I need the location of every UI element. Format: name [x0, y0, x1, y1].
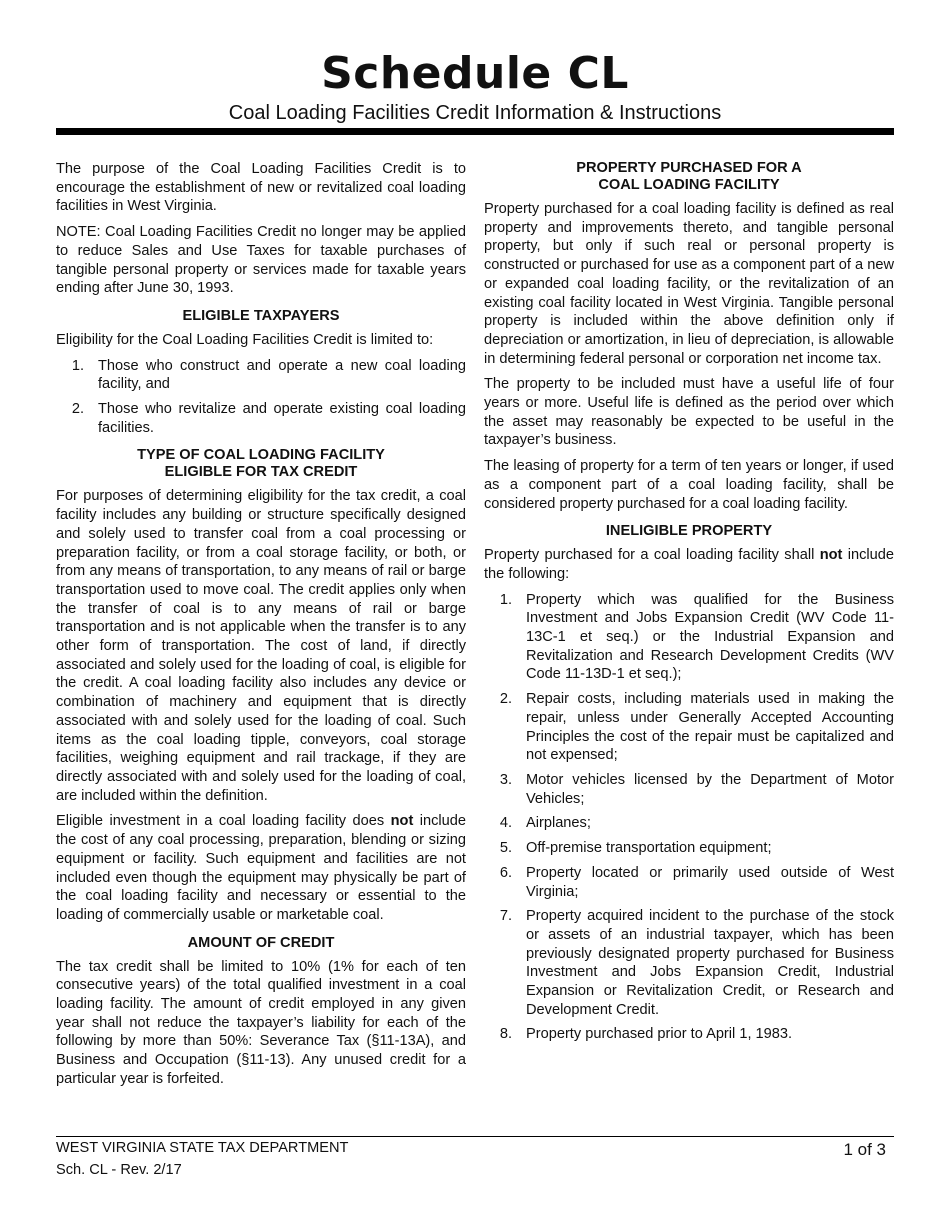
list-item [484, 839, 894, 858]
note-paragraph: NOTE: Coal Loading Facilities Credit no longer may be applied to reduce Sales and Use Taxes for taxable purchases of tangible personal property or services made for taxable years ending after June 30, 1993. [56, 224, 466, 297]
list-text: Motor vehicles licensed by the Department of Motor Vehicles; [526, 771, 894, 807]
footer-agency: WEST VIRGINIA STATE TAX DEPARTMENT [56, 1140, 349, 1156]
list-item [56, 400, 466, 437]
facility-type-heading [56, 447, 466, 481]
useful-life-paragraph: The property to be included must have a useful life of four years or more. Useful life is defined as the period over which the asset may reasonably be expected to be useful in the taxpayer’s business. [484, 376, 894, 449]
list-number: 1. [499, 591, 512, 608]
list-text: Off-premise transportation equipment; [526, 840, 772, 857]
ineligible-intro [484, 546, 894, 583]
investment-emphasis: not [390, 813, 414, 830]
ineligible-property-heading: INELIGIBLE PROPERTY [605, 523, 773, 540]
list-item [484, 771, 894, 808]
list-text: Those who construct and operate a new coal loading facility, and [98, 357, 466, 393]
facility-type-paragraph: For purposes of determining eligibility for the tax credit, a coal facility includes any building or structure specifically designed and solely used to transfer coal from a coal processing or preparation facility, or from a coal storage facility, or both, or from any means of transportation, to any means of rail or barge transportation used to move coal. The credit applies only when the transfer of coal is to any means of rail or barge transportation and is not applicable when the transfer is to any other form of transportation. The cost of land, if directly associated and solely used for the loading of coal, is eligible for the credit. A coal loading facility also includes any device or combination of machinery and equipment that is directly associated with and solely used for the loading of coal. Such items as the coal loading tipple, conveyors, coal storage facilities, weighing equipment and rail trackage, if they are directly associated with and solely used for the loading of coal, are included within the definition. [56, 488, 466, 804]
list-item [484, 907, 894, 1019]
eligible-investment-paragraph [56, 812, 466, 924]
list-text: Property located or primarily used outside of West Virginia; [526, 864, 894, 900]
page-subtitle: Coal Loading Facilities Credit Information & Instructions [228, 102, 722, 124]
ineligible-list [484, 591, 894, 1044]
list-number: 1. [71, 357, 84, 374]
list-number: 8. [499, 1026, 512, 1043]
list-number: 3. [499, 771, 512, 788]
ineligible-text-pre: Property purchased for a coal loading facility shall [484, 547, 820, 564]
leasing-paragraph: The leasing of property for a term of ten years or longer, if used as a component part of a coal loading facility, shall be considered property purchased for a coal loading facility. [484, 458, 894, 512]
investment-text-pre: Eligible investment in a coal loading facility does [56, 813, 391, 830]
amount-of-credit-heading: AMOUNT OF CREDIT [187, 934, 335, 951]
list-number: 6. [499, 864, 512, 881]
list-number: 4. [499, 815, 512, 832]
list-item [484, 1025, 894, 1044]
eligible-taxpayers-heading: ELIGIBLE TAXPAYERS [182, 307, 340, 324]
list-item [56, 357, 466, 394]
list-number: 2. [71, 401, 84, 418]
eligible-intro: Eligibility for the Coal Loading Facilities Credit is limited to: [56, 331, 434, 348]
footer-revision: Sch. CL - Rev. 2/17 [56, 1162, 182, 1178]
page-number: 1 of 3 [843, 1140, 886, 1159]
header-rule [56, 128, 894, 135]
eligible-list [56, 357, 466, 438]
page-title: Schedule CL [321, 48, 629, 99]
right-column [484, 160, 894, 1051]
left-column [56, 160, 466, 1096]
list-item [484, 814, 894, 833]
footer-left [56, 1137, 348, 1181]
list-item [484, 591, 894, 685]
property-purchased-heading [484, 160, 894, 194]
list-text: Airplanes; [526, 815, 591, 832]
list-number: 5. [499, 840, 512, 857]
list-item [484, 690, 894, 765]
list-text: Those who revitalize and operate existing coal loading facilities. [98, 401, 466, 436]
document-header [56, 48, 894, 126]
list-text: Property acquired incident to the purchase of the stock or assets of an industrial taxpayer, which has been previously designated property purchased for Business Investment and Jobs Expansion Credit, Industrial Expansion or Revitalization Credit, or Research and Development Credit. [526, 908, 894, 1018]
property-heading-line1: PROPERTY PURCHASED FOR A [576, 160, 802, 176]
list-item [484, 864, 894, 901]
list-text: Property which was qualified for the Business Investment and Jobs Expansion Credit (WV Code 11-13C-1 et seq.) or the Industrial Expansion and Revitalization and Research Development Credits (WV Code 11-13D-1 et seq.); [526, 591, 894, 683]
property-definition-paragraph: Property purchased for a coal loading facility is defined as real property and improvements thereto, and tangible personal property, but only if such real or personal property is constructed or purchased for use as a component part of a new or expanded coal loading facility, or the revitalization of an existing coal facility located in West Virginia. Tangible personal property is included within the above definition only if depreciation or amortization, in lieu of depreciation, is allowable in determining federal personal or corporation net income tax. [484, 201, 894, 367]
amount-of-credit-paragraph: The tax credit shall be limited to 10% (1% for each of ten consecutive years) of the total qualified investment in a coal loading facility. The amount of credit employed in any given year shall not reduce the taxpayer’s liability for each of the following by more than 50%: Severance Tax (§11-13A), and Business and Occupation (§11-13). Any unused credit for a particular year is forfeited. [56, 958, 466, 1087]
intro-paragraph: The purpose of the Coal Loading Facilities Credit is to encourage the establishment of new or revitalized coal loading facilities in West Virginia. [56, 161, 466, 215]
ineligible-text-post: include the following: [484, 547, 894, 582]
investment-text-post: include the cost of any coal processing, preparation, blending or sizing equipment or facility. Such equipment and facilities are not included even though the equipment may physically be part of the coal loading facility and necessary or essential to the loading of commercially usable or marketable coal. [56, 813, 466, 923]
list-number: 2. [499, 691, 512, 708]
list-number: 7. [499, 908, 512, 925]
facility-type-heading-line2: ELIGIBLE FOR TAX CREDIT [164, 464, 358, 481]
property-heading-line2: COAL LOADING FACILITY [598, 177, 780, 193]
list-text: Property purchased prior to April 1, 1983. [526, 1026, 793, 1043]
list-text: Repair costs, including materials used in making the repair, unless under Generally Accepted Accounting Principles the cost of the repair must be capitalized and not expensed; [526, 691, 894, 764]
ineligible-emphasis: not [819, 547, 843, 564]
facility-type-heading-line1: TYPE OF COAL LOADING FACILITY [137, 447, 385, 464]
